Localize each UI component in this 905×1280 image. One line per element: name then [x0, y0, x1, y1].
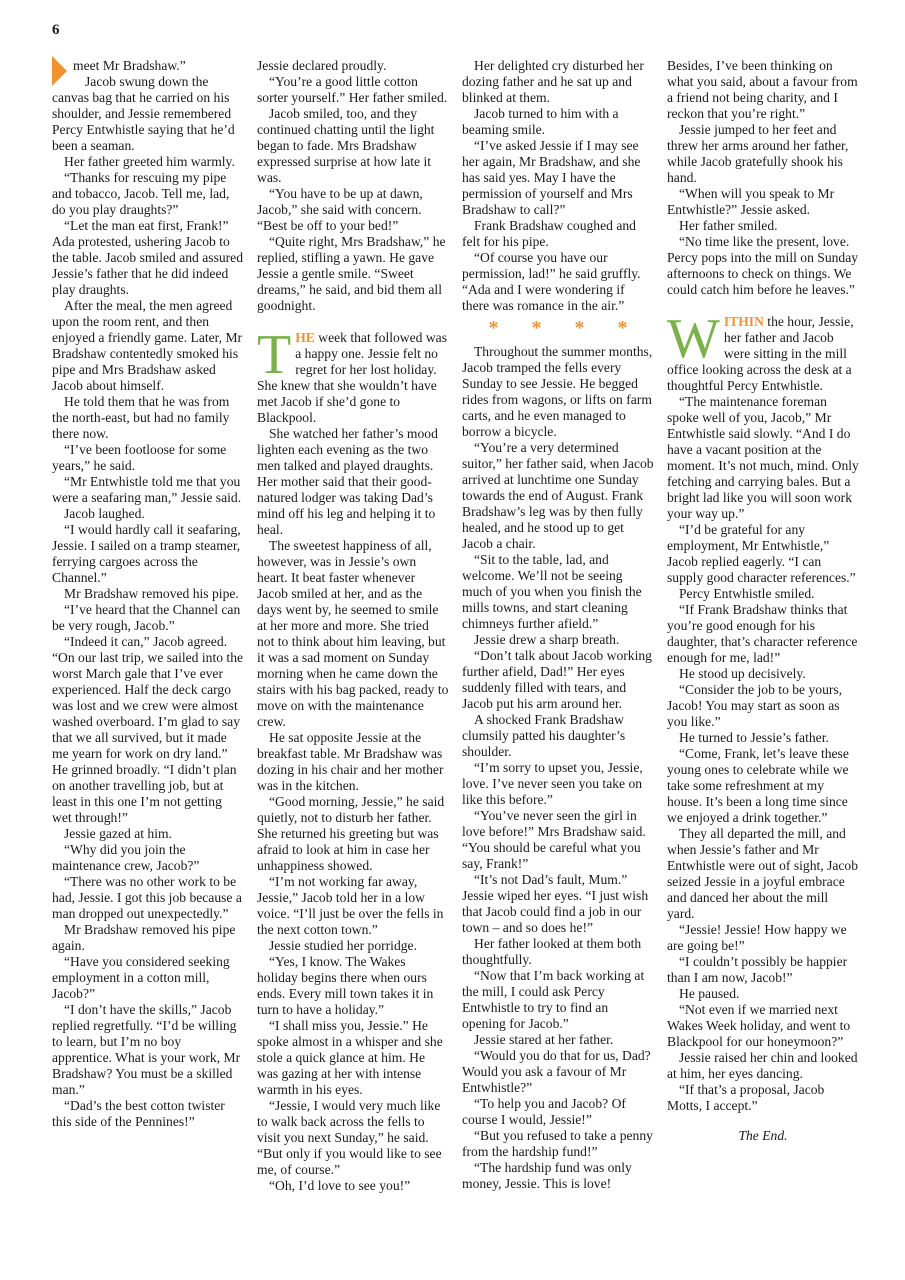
- paragraph: He told them that he was from the north-east, but had no family there now.: [52, 394, 230, 441]
- paragraph: “If that’s a proposal, Jacob Motts, I accept.”: [667, 1082, 825, 1113]
- paragraph: “Don’t talk about Jacob working further afield, Dad!” Her eyes suddenly filled with tears, and Jacob put his arm around her.: [462, 648, 652, 711]
- paragraph: “If Frank Bradshaw thinks that you’re good enough for his daughter, that’s character reference enough for me, lad!”: [667, 602, 858, 665]
- drop-cap: T: [257, 324, 292, 386]
- paragraph: “You’re a very determined suitor,” her father said, when Jacob arrived at lunchtime one Sunday towards the end of August. Frank Bradshaw’s leg was by then fully healed, and he stood up to get Jacob a chair.: [462, 440, 654, 551]
- opening-paragraph: meet Mr Bradshaw.”: [52, 58, 244, 74]
- paragraph: Jessie gazed at him.: [64, 826, 172, 841]
- paragraph: “Now that I’m back working at the mill, I could ask Percy Entwhistle to try to find an opening for Jacob.”: [462, 968, 645, 1031]
- paragraph: Besides, I’ve been thinking on what you said, about a favour from a friend not being charity, and I reckon that you’re right.”: [667, 58, 858, 121]
- paragraph: “Indeed it can,” Jacob agreed. “On our last trip, we sailed into the worst March gale that I’ve ever experienced. Half the deck cargo was lost and we crew were almost washed overboard. I’m glad to say that we all survived, but it made me yearn for work on dry land.” He grinned broadly. “I didn’t plan on another travelling job, but at least in this one I’m not getting wet through!”: [52, 634, 244, 825]
- paragraph: “Sit to the table, lad, and welcome. We’ll not be seeing much of you when you finish the mills towns, and start cleaning chimneys further afield.”: [462, 552, 642, 631]
- lead-in: ITHIN: [723, 314, 764, 329]
- paragraph: Percy Entwhistle smiled.: [679, 586, 815, 601]
- paragraph: Mr Bradshaw removed his pipe again.: [52, 922, 236, 953]
- paragraph: “Oh, I’d love to see you!”: [269, 1178, 411, 1193]
- section-opening-paragraph: WITHIN the hour, Jessie, her father and Jacob were sitting in the mill office looking across the desk at a thoughtful Percy Entwhistle.: [667, 308, 854, 393]
- paragraph: Her father looked at them both thoughtfully.: [462, 936, 642, 967]
- paragraph: Her delighted cry disturbed her dozing father and he sat up and blinked at them.: [462, 58, 644, 105]
- column-2: [257, 58, 449, 1194]
- paragraph: “Consider the job to be yours, Jacob! You may start as soon as you like.”: [667, 682, 843, 729]
- paragraph: “Come, Frank, let’s leave these young ones to celebrate while we take some refreshment at my house. It’s been a long time since we enjoyed a drink together.”: [667, 746, 849, 825]
- paragraph: “Of course you have our permission, lad!” he said gruffly. “Ada and I were wondering if there was romance in the air.”: [462, 250, 641, 313]
- paragraph: “It’s not Dad’s fault, Mum.” Jessie wiped her eyes. “I just wish that Jacob could find a job in our town – and so does he!”: [462, 872, 649, 935]
- paragraph: She watched her father’s mood lighten each evening as the two men talked and played draughts. Her mother said that their good-natured lodger was taking Dad’s mind off his leg and helping it to heal.: [257, 426, 438, 537]
- paragraph: Throughout the summer months, Jacob tramped the fells every Sunday to see Jessie. He begged rides from wagons, or lifts on farm carts, and he even managed to borrow a bicycle.: [462, 344, 653, 439]
- paragraph: “When will you speak to Mr Entwhistle?” Jessie asked.: [667, 186, 835, 217]
- paragraph: “Jessie, I would very much like to walk back across the fells to visit you next Sunday,” he said. “But only if you would like to see me, of course.”: [257, 1098, 442, 1177]
- paragraph: Her father smiled.: [679, 218, 778, 233]
- paragraph: He sat opposite Jessie at the breakfast table. Mr Bradshaw was dozing in his chair and her mother was in the kitchen.: [257, 730, 444, 793]
- paragraph: “I’m sorry to upset you, Jessie, love. I’ve never seen you take on like this before.”: [462, 760, 643, 807]
- column-3: [462, 58, 654, 1192]
- paragraph: “I’d be grateful for any employment, Mr Entwhistle,” Jacob replied eagerly. “I can supply good character references.”: [667, 522, 856, 585]
- paragraph: “Jessie! Jessie! How happy we are going be!”: [667, 922, 847, 953]
- paragraph: “You’ve never seen the girl in love before!” Mrs Bradshaw said. “You should be careful what you say, Frank!”: [462, 808, 646, 871]
- paragraph: “No time like the present, love. Percy pops into the mill on Sunday afternoons to check on things. We could catch him before he leaves.”: [667, 234, 859, 297]
- paragraph: “Let the man eat first, Frank!” Ada protested, ushering Jacob to the table. Jacob smiled and assured Jessie’s father that he did indeed play draughts.: [52, 218, 244, 297]
- paragraph: “Quite right, Mrs Bradshaw,” he replied, stifling a yawn. He gave Jessie a gentle smile. “Sweet dreams,” he said, and bid them all goodnight.: [257, 234, 446, 313]
- paragraph: “I couldn’t possibly be happier than I am now, Jacob!”: [667, 954, 848, 985]
- paragraph: He paused.: [679, 986, 740, 1001]
- paragraph: “The maintenance foreman spoke well of you, Jacob,” Mr Entwhistle said slowly. “And I do have a vacant position at the moment. It’s not much, mind. Only fetching and carrying bales. But a bright lad like you will soon work your way up.”: [667, 394, 859, 521]
- paragraph: “I’ve asked Jessie if I may see her again, Mr Bradshaw, and she has said yes. May I have the permission of yourself and Mrs Bradshaw to call?”: [462, 138, 641, 217]
- column-4: [667, 58, 859, 1144]
- paragraph: “I shall miss you, Jessie.” He spoke almost in a whisper and she stole a quick glance at him. He was gazing at her with intense warmth in his eyes.: [257, 1018, 443, 1097]
- paragraph: “There was no other work to be had, Jessie. I got this job because a man dropped out unexpectedly.”: [52, 874, 242, 921]
- column-1: [52, 58, 244, 1130]
- paragraph: The sweetest happiness of all, however, was in Jessie’s own heart. It beat faster whenever Jacob smiled at her, and as the days went by, he seemed to smile at her more and more. She tried not to think about him leaving, but it was a sad moment on Sunday morning when he came down the stairs with his bag packed, ready to move on with the maintenance crew.: [257, 538, 449, 729]
- paragraph: “You have to be up at dawn, Jacob,” she said with concern. “Best be off to your bed!”: [257, 186, 423, 233]
- paragraph: Her father greeted him warmly.: [64, 154, 235, 169]
- section-break-stars: * * * *: [488, 317, 642, 339]
- paragraph: “Good morning, Jessie,” he said quietly, not to disturb her father. She returned his greeting but was afraid to look at him in case her unhappiness showed.: [257, 794, 445, 873]
- paragraph: Jessie drew a sharp breath.: [474, 632, 620, 647]
- paragraph: “Dad’s the best cotton twister this side of the Pennines!”: [52, 1098, 225, 1129]
- paragraph: Jessie stared at her father.: [474, 1032, 614, 1047]
- paragraph: Jessie declared proudly.: [257, 58, 387, 73]
- page-number: 6: [52, 22, 60, 38]
- lead-in: HE: [295, 330, 315, 345]
- paragraph: He stood up decisively.: [679, 666, 806, 681]
- paragraph: “Have you considered seeking employment in a cotton mill, Jacob?”: [52, 954, 230, 1001]
- paragraph: “But you refused to take a penny from the hardship fund!”: [462, 1128, 653, 1159]
- continuation-arrow-icon: [52, 56, 67, 86]
- paragraph: “Why did you join the maintenance crew, Jacob?”: [52, 842, 200, 873]
- paragraph: Jacob turned to him with a beaming smile.: [462, 106, 619, 137]
- paragraph: “I don’t have the skills,” Jacob replied regretfully. “I’d be willing to learn, but I’m no boy apprentice. What is your work, Mr Bradshaw? You must be a skilled man.”: [52, 1002, 241, 1097]
- paragraph: Mr Bradshaw removed his pipe.: [64, 586, 239, 601]
- paragraph: Jessie jumped to her feet and threw her arms around her father, while Jacob gratefully shook his hand.: [667, 122, 849, 185]
- paragraph: “Would you do that for us, Dad? Would you ask a favour of Mr Entwhistle?”: [462, 1048, 651, 1095]
- drop-cap: W: [667, 308, 720, 370]
- section-opening-paragraph: THE week that followed was a happy one. Jessie felt no regret for her lost holiday. She knew that she wouldn’t have met Jacob if she’d gone to Blackpool.: [257, 324, 447, 425]
- paragraph: Jessie studied her porridge.: [269, 938, 417, 953]
- paragraph: “Not even if we married next Wakes Week holiday, and went to Blackpool for our honeymoon?”: [667, 1002, 851, 1049]
- paragraph: He turned to Jessie’s father.: [679, 730, 829, 745]
- paragraph: “Yes, I know. The Wakes holiday begins there when ours ends. Every mill town takes it in turn to have a holiday.”: [257, 954, 434, 1017]
- paragraph: “The hardship fund was only money, Jessie. This is love!: [462, 1160, 632, 1191]
- paragraph: “Thanks for rescuing my pipe and tobacco, Jacob. Tell me, lad, do you play draughts?”: [52, 170, 230, 217]
- paragraph: “I’ve heard that the Channel can be very rough, Jacob.”: [52, 602, 241, 633]
- paragraph: Jacob smiled, too, and they continued chatting until the light began to fade. Mrs Bradshaw expressed surprise at how late it was.: [257, 106, 435, 185]
- paragraph: Jacob swung down the canvas bag that he carried on his shoulder, and Jessie remembered Percy Entwhistle saying that he’d been a seaman.: [52, 74, 235, 153]
- paragraph: “You’re a good little cotton sorter yourself.” Her father smiled.: [257, 74, 448, 105]
- paragraph: Jessie raised her chin and looked at him, her eyes dancing.: [667, 1050, 858, 1081]
- paragraph: They all departed the mill, and when Jessie’s father and Mr Entwhistle were out of sight, Jacob seized Jessie in a joyful embrace and danced her about the mill yard.: [667, 826, 859, 921]
- paragraph: “I’ve been footloose for some years,” he said.: [52, 442, 227, 473]
- paragraph: “Mr Entwhistle told me that you were a seafaring man,” Jessie said.: [52, 474, 242, 505]
- the-end: The End.: [738, 1128, 788, 1143]
- paragraph: A shocked Frank Bradshaw clumsily patted his daughter’s shoulder.: [462, 712, 626, 759]
- paragraph: After the meal, the men agreed upon the room rent, and then enjoyed a friendly game. Later, Mr Bradshaw contentedly smoked his pipe and Mrs Bradshaw asked Jacob about himself.: [52, 298, 243, 393]
- paragraph: “To help you and Jacob? Of course I would, Jessie!”: [462, 1096, 626, 1127]
- paragraph: Frank Bradshaw coughed and felt for his pipe.: [462, 218, 636, 249]
- paragraph: “I would hardly call it seafaring, Jessie. I sailed on a tramp steamer, ferrying cargoes across the Channel.”: [52, 522, 241, 585]
- paragraph: Jacob laughed.: [64, 506, 145, 521]
- paragraph: “I’m not working far away, Jessie,” Jacob told her in a low voice. “I’ll just be over the fells in the next cotton town.”: [257, 874, 444, 937]
